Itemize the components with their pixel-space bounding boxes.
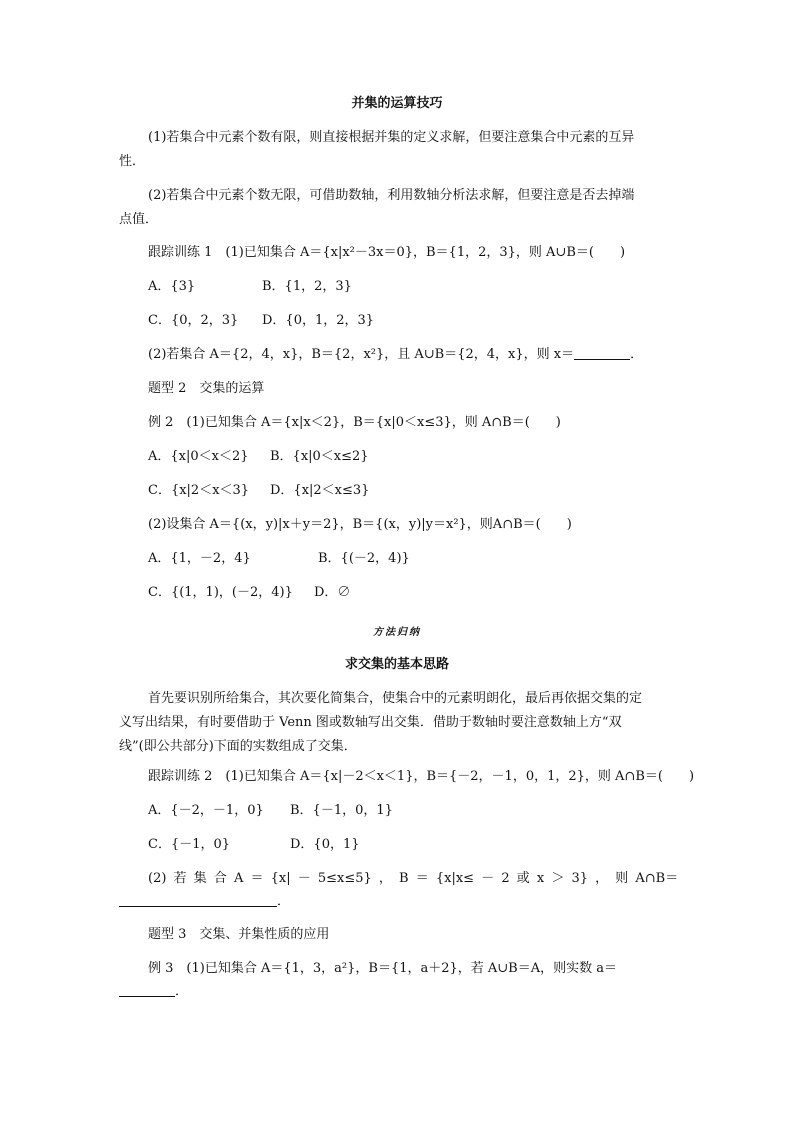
topic-3-heading: 题型 3 交集、并集性质的应用 [148,927,330,942]
example-2-q1: 例 2 (1)已知集合 A＝{x|x＜2}，B＝{x|0＜x≤3}，则 A∩B＝( ) [148,415,561,430]
exercise-2-q2-end: ． [277,894,291,909]
exercise-2-option-b: B．{－1，0，1} [290,803,393,818]
method-summary-line-3: 线”(即公共部分)下面的实数组成了交集． [119,739,357,754]
exercise-2-q2: (2) 若 集 合 A ＝ {x| － 5≤x≤5} ， B ＝ {x|x≤ － 2 或 x ＞ 3} ， 则 A∩B＝ [148,871,679,886]
union-tip-1-line-1: (1)若集合中元素个数有限，则直接根据并集的定义求解，但要注意集合中元素的互异 [148,130,635,145]
section-heading-intersection: 求交集的基本思路 [344,657,449,672]
exercise-2-q2-answer-line [119,893,290,911]
exercise-2-q1: 跟踪训练 2 (1)已知集合 A＝{x|－2＜x＜1}，B＝{－2，－1，0，1，2}，则 A∩B＝( ) [148,769,695,784]
union-tip-1-line-2: 性． [119,154,146,169]
exercise-1-option-b: B．{1，2，3} [262,279,352,294]
example-2-q2-option-b: B．{(－2，4)} [318,551,410,566]
example-2-q2-option-a: A．{1，－2，4} [148,551,251,566]
exercise-1-q2 [148,346,643,364]
exercise-1-option-d: D．{0，1，2，3} [262,313,375,328]
example-2-q2-option-d: D．∅ [314,585,351,600]
union-tip-2-line-2: 点值． [119,212,159,227]
example-2-q1-option-b: B．{x|0＜x≤2} [270,449,369,464]
exercise-1-option-c: C．{0，2，3} [148,313,239,328]
example-2-q1-option-c: C．{x|2＜x＜3} [148,483,250,498]
exercise-1-q1: 跟踪训练 1 (1)已知集合 A＝{x|x²－3x＝0}，B＝{1，2，3}，则 A∪B＝( ) [148,245,626,260]
method-summary-label: 方法归纳 [373,627,421,638]
exercise-1-option-a: A．{3} [148,279,196,294]
method-summary-line-2: 义写出结果，有时要借助于 Venn 图或数轴写出交集．借助于数轴时要注意数轴上方“双 [119,715,622,730]
topic-2-heading: 题型 2 交集的运算 [148,381,265,396]
example-2-q2: (2)设集合 A＝{(x，y)|x＋y＝2}，B＝{(x，y)|y＝x²}，则A∩B＝( ) [148,517,572,532]
answer-blank [574,346,630,360]
answer-blank [119,893,277,907]
example-2-q1-option-d: D．{x|2＜x≤3} [270,483,370,498]
example-3-q1-answer-line [119,983,188,1001]
example-3-q1: 例 3 (1)已知集合 A＝{1，3，a²}，B＝{1，a＋2}，若 A∪B＝A，则实数 a＝ [148,961,618,976]
answer-blank [119,983,175,997]
exercise-2-option-c: C．{－1，0} [148,837,231,852]
exercise-1-q2-text: (2)若集合 A＝{2，4，x}，B＝{2，x²}，且 A∪B＝{2，4，x}，则 x＝ [148,347,575,362]
exercise-2-option-d: D．{0，1} [290,837,360,852]
example-3-q1-end: ． [175,984,189,999]
union-tip-2-line-1: (2)若集合中元素个数无限，可借助数轴，利用数轴分析法求解，但要注意是否去掉端 [148,188,635,203]
method-summary-line-1: 首先要识别所给集合，其次要化简集合，使集合中的元素明朗化，最后再依据交集的定 [148,691,643,706]
section-heading-union: 并集的运算技巧 [351,96,443,111]
example-2-q2-option-c: C．{(1，1)，(－2，4)} [148,585,293,600]
exercise-1-q2-end: ． [630,347,644,362]
exercise-2-option-a: A．{－2，－1，0} [148,803,264,818]
example-2-q1-option-a: A．{x|0＜x＜2} [148,449,249,464]
